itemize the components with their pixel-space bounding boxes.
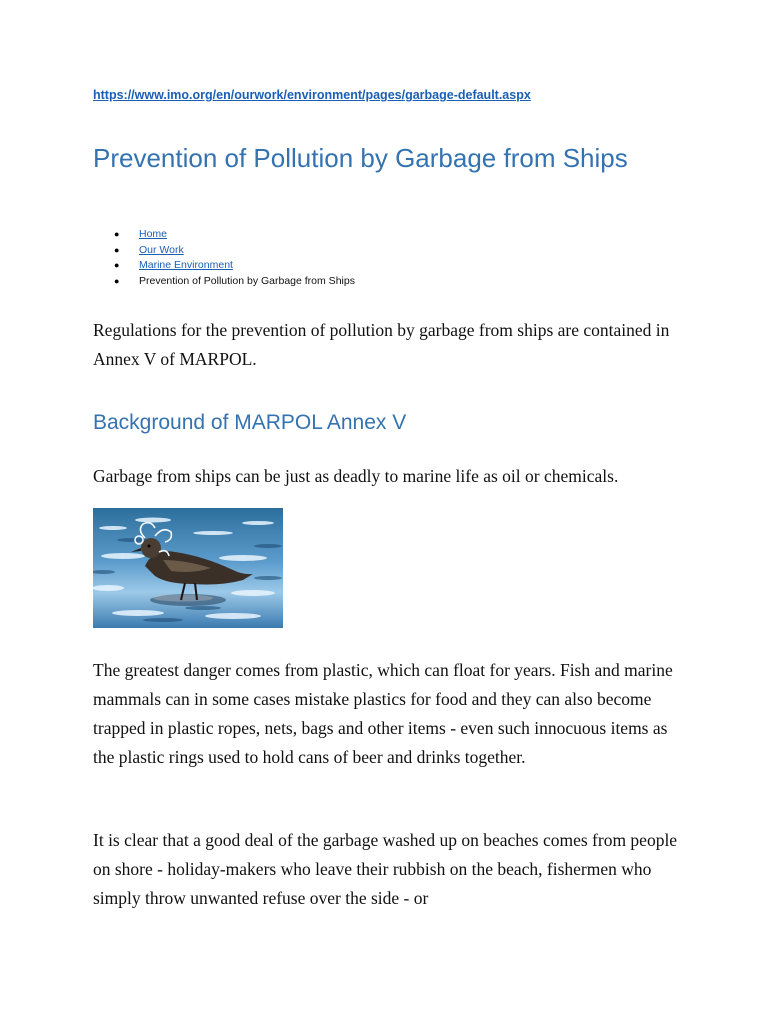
plastic-danger-paragraph: The greatest danger comes from plastic, which can float for years. Fish and marine mammals can in some cases mistake plastics for food and they can also become trapped in plastic ropes, nets, bags and other items - even such innocuous items as the plastic rings used to hold cans of beer and drinks together. xyxy=(93,660,673,767)
beach-garbage-paragraph: It is clear that a good deal of the garbage washed up on beaches comes from people on shore - holiday-makers who leave their rubbish on the beach, fishermen who simply throw unwanted refuse over the side - or xyxy=(93,830,678,908)
bullet-icon: ● xyxy=(114,244,120,255)
seabird-entangled-in-plastic-photo-icon xyxy=(93,508,283,628)
breadcrumb-link-marine-environment[interactable]: Marine Environment xyxy=(139,259,233,271)
breadcrumb-item-marine-environment[interactable] xyxy=(93,258,355,274)
breadcrumb-link-our-work[interactable]: Our Work xyxy=(139,243,184,256)
bullet-icon: ● xyxy=(114,275,120,286)
section-heading: Background of MARPOL Annex V xyxy=(93,411,407,434)
seabird-photo xyxy=(93,508,283,628)
breadcrumb-current-label: Prevention of Pollution by Garbage from Ships xyxy=(139,274,355,287)
breadcrumb xyxy=(93,227,355,289)
bullet-icon: ● xyxy=(114,260,120,270)
section-lead-paragraph: Garbage from ships can be just as deadly to marine life as oil or chemicals. xyxy=(93,466,619,486)
breadcrumb-link-home[interactable]: Home xyxy=(139,228,168,240)
source-url-link[interactable]: https://www.imo.org/en/ourwork/environment/pages/garbage-default.aspx xyxy=(93,88,531,102)
intro-paragraph: Regulations for the prevention of pollution by garbage from ships are contained in Annex V of MARPOL. xyxy=(93,320,670,369)
breadcrumb-item-current xyxy=(93,274,355,290)
bullet-icon: ● xyxy=(114,229,120,239)
breadcrumb-item-our-work[interactable] xyxy=(93,243,355,259)
page-title: Prevention of Pollution by Garbage from Ships xyxy=(93,143,628,173)
breadcrumb-item-home[interactable] xyxy=(93,227,355,243)
